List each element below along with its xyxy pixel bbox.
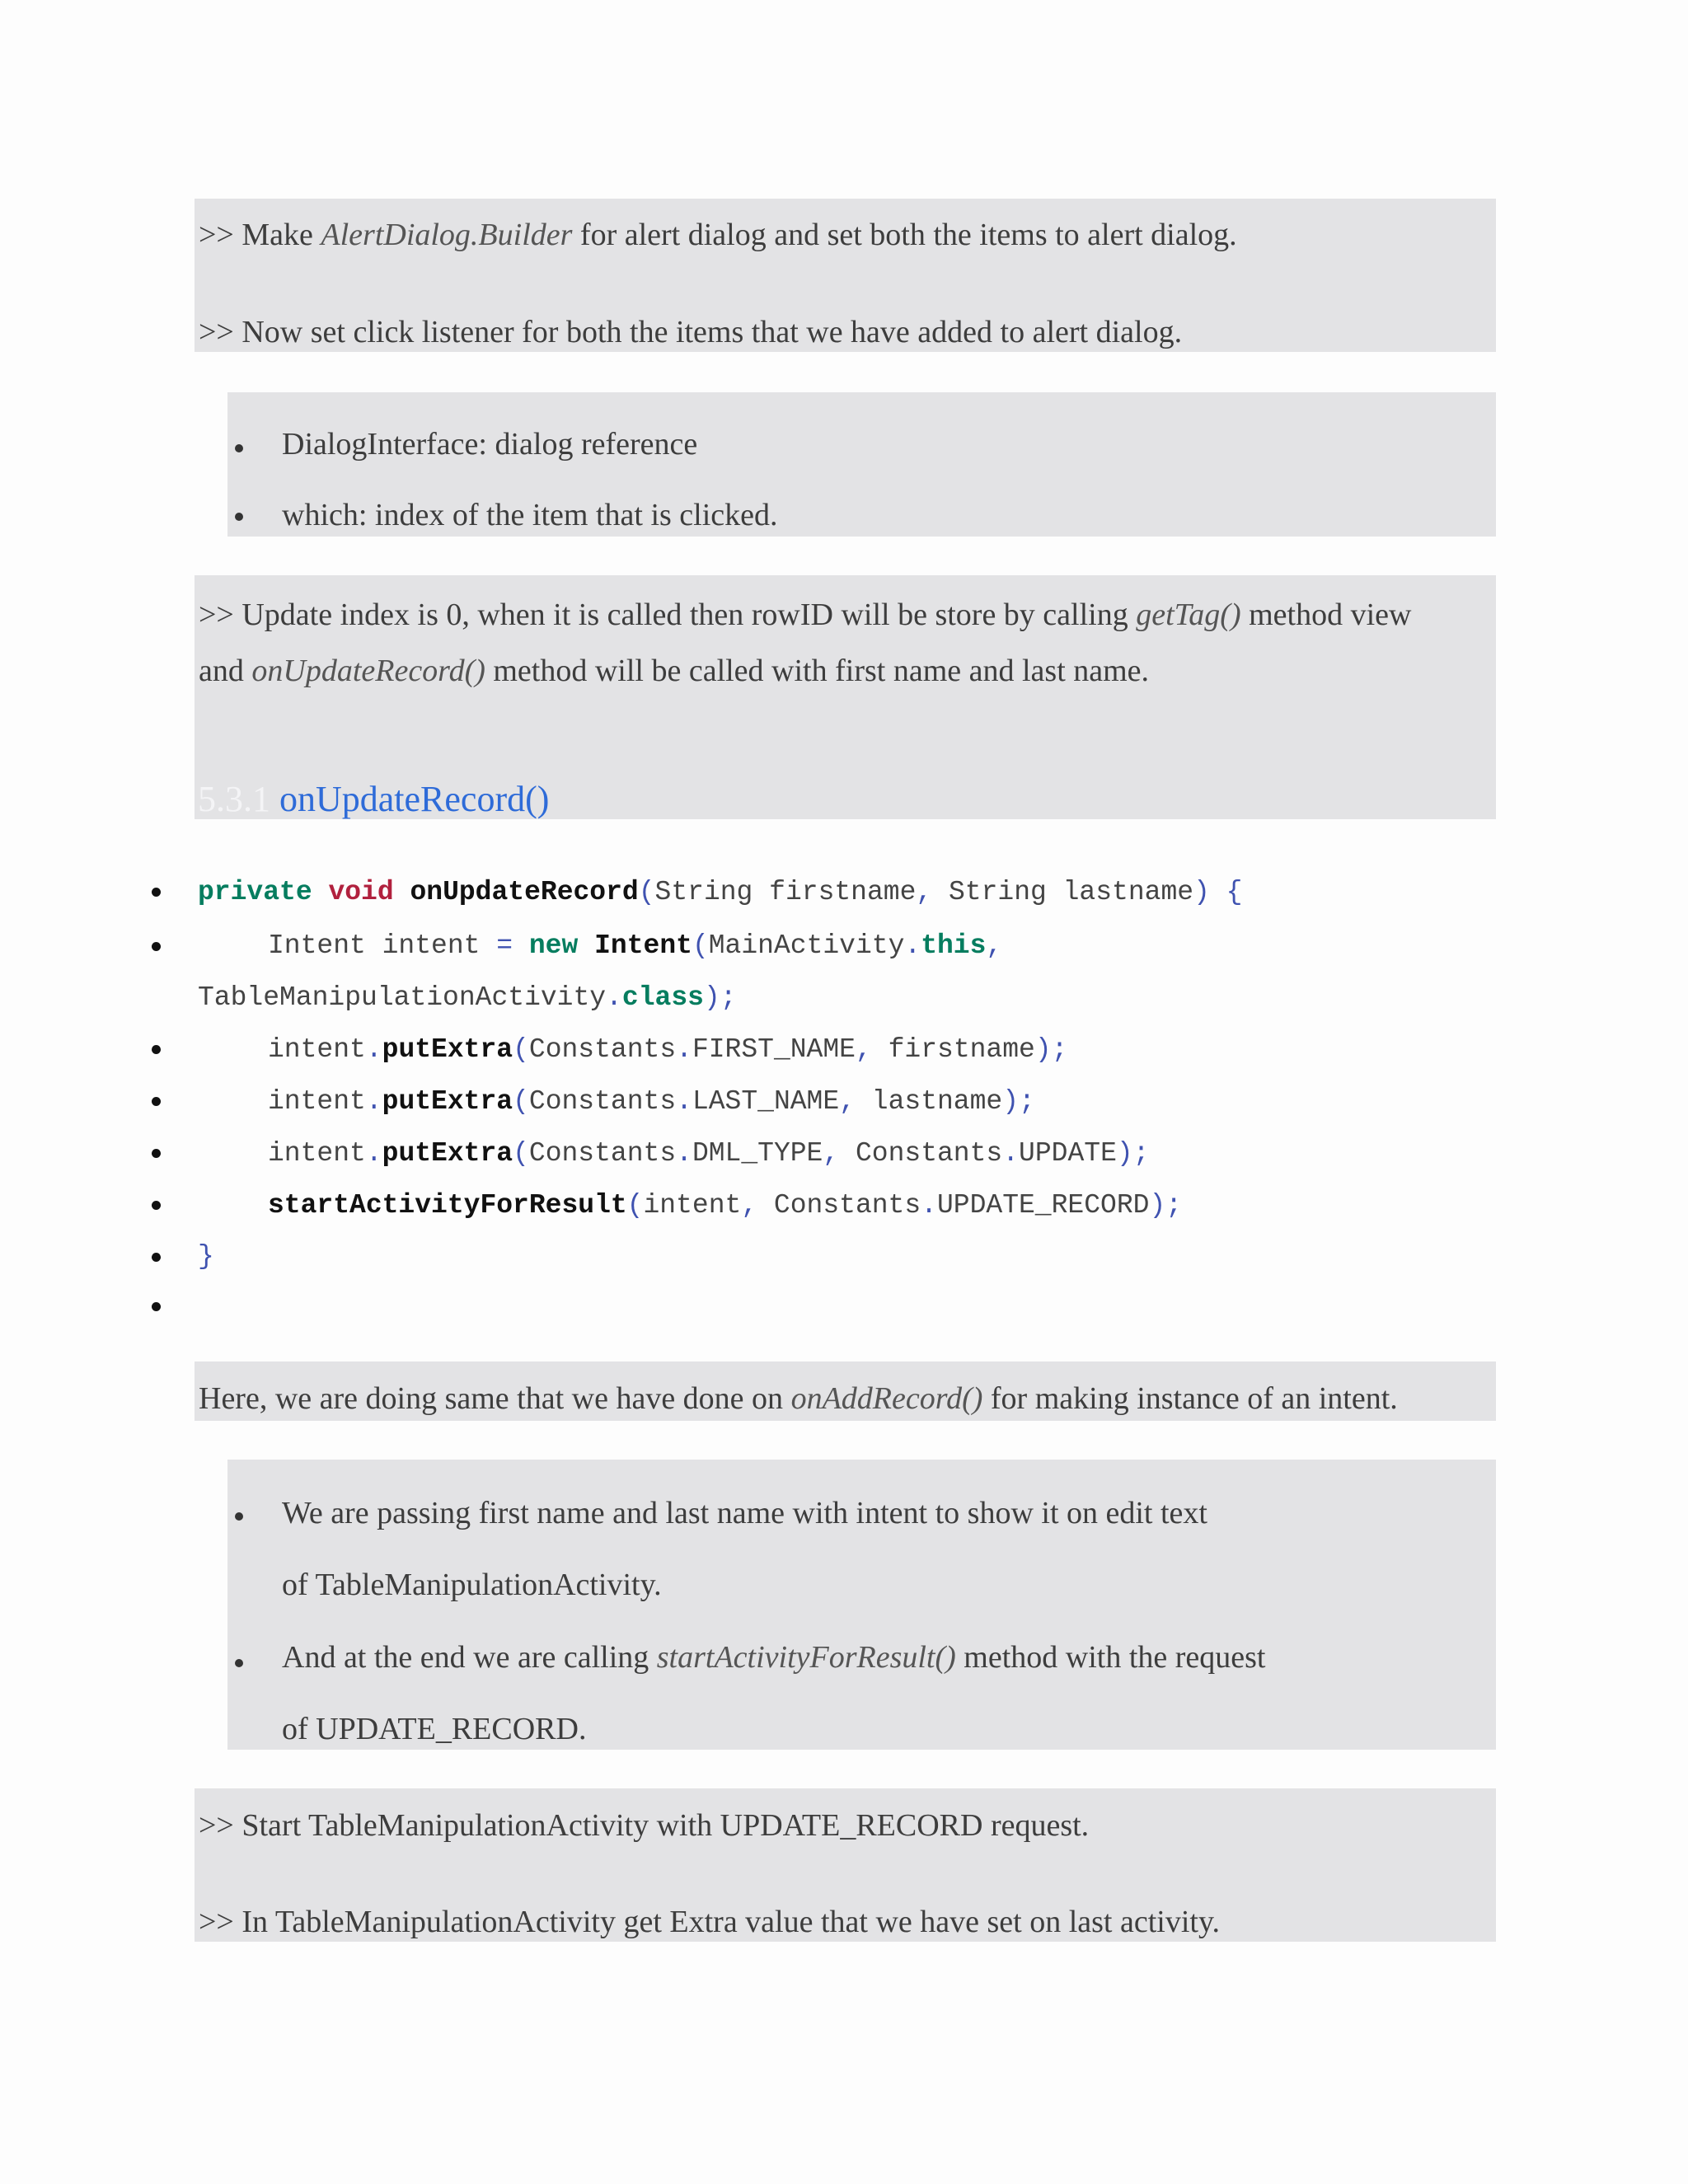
bullet-marker — [235, 444, 243, 452]
list-item-passing-names: We are passing first name and last name with intent to show it on edit text — [282, 1496, 1207, 1530]
paragraph-set-click-listener: >> Now set click listener for both the items that we have added to alert dialog. — [199, 315, 1183, 349]
code-line-5: intent.putExtra(Constants.LAST_NAME, lastname); — [268, 1086, 1035, 1117]
paragraph-here-doing-same: Here, we are doing same that we have done on onAddRecord() for making instance of an intent. — [199, 1381, 1398, 1416]
code-bullet — [152, 888, 161, 897]
paragraph-get-extra: >> In TableManipulationActivity get Extra value that we have set on last activity. — [199, 1905, 1220, 1939]
list-item-start-activity-cont: of UPDATE_RECORD. — [282, 1712, 587, 1746]
code-bullet — [152, 1201, 161, 1210]
code-bullet — [152, 1097, 161, 1106]
code-line-4: intent.putExtra(Constants.FIRST_NAME, firstname); — [268, 1034, 1068, 1065]
section-heading — [198, 776, 549, 823]
paragraph-onupdaterecord-called: and onUpdateRecord() method will be called with first name and last name. — [199, 654, 1150, 688]
bullet-marker — [235, 513, 243, 521]
code-bullet — [152, 1149, 161, 1158]
paragraph-make-builder: >> Make AlertDialog.Builder for alert dialog and set both the items to alert dialog. — [199, 218, 1237, 252]
list-item-which: which: index of the item that is clicked. — [282, 498, 778, 532]
code-line-6: intent.putExtra(Constants.DML_TYPE, Constants.UPDATE); — [268, 1138, 1150, 1169]
code-line-2: Intent intent = new Intent(MainActivity.this, — [268, 930, 1003, 961]
section-title: onUpdateRecord() — [279, 779, 550, 819]
code-line-8: } — [198, 1241, 214, 1272]
list-item-start-activity: And at the end we are calling startActivityForResult() method with the request — [282, 1640, 1266, 1675]
code-bullet — [152, 1045, 161, 1054]
code-line-3: TableManipulationActivity.class); — [198, 982, 737, 1013]
paragraph-start-tablemanipulation: >> Start TableManipulationActivity with UPDATE_RECORD request. — [199, 1808, 1090, 1843]
code-line-7: startActivityForResult(intent, Constants.UPDATE_RECORD); — [268, 1190, 1183, 1221]
paragraph-update-index: >> Update index is 0, when it is called then rowID will be store by calling getTag() method view — [199, 598, 1412, 632]
list-item-dialoginterface: DialogInterface: dialog reference — [282, 427, 698, 462]
list-item-passing-names-cont: of TableManipulationActivity. — [282, 1568, 662, 1602]
code-bullet — [152, 942, 161, 951]
code-bullet — [152, 1302, 161, 1311]
bullet-marker — [235, 1512, 243, 1521]
code-line-1: private void onUpdateRecord(String firstname, String lastname) { — [198, 877, 1243, 907]
section-number: 5.3.1 — [198, 779, 270, 819]
code-bullet — [152, 1253, 161, 1262]
bullet-marker — [235, 1659, 243, 1667]
